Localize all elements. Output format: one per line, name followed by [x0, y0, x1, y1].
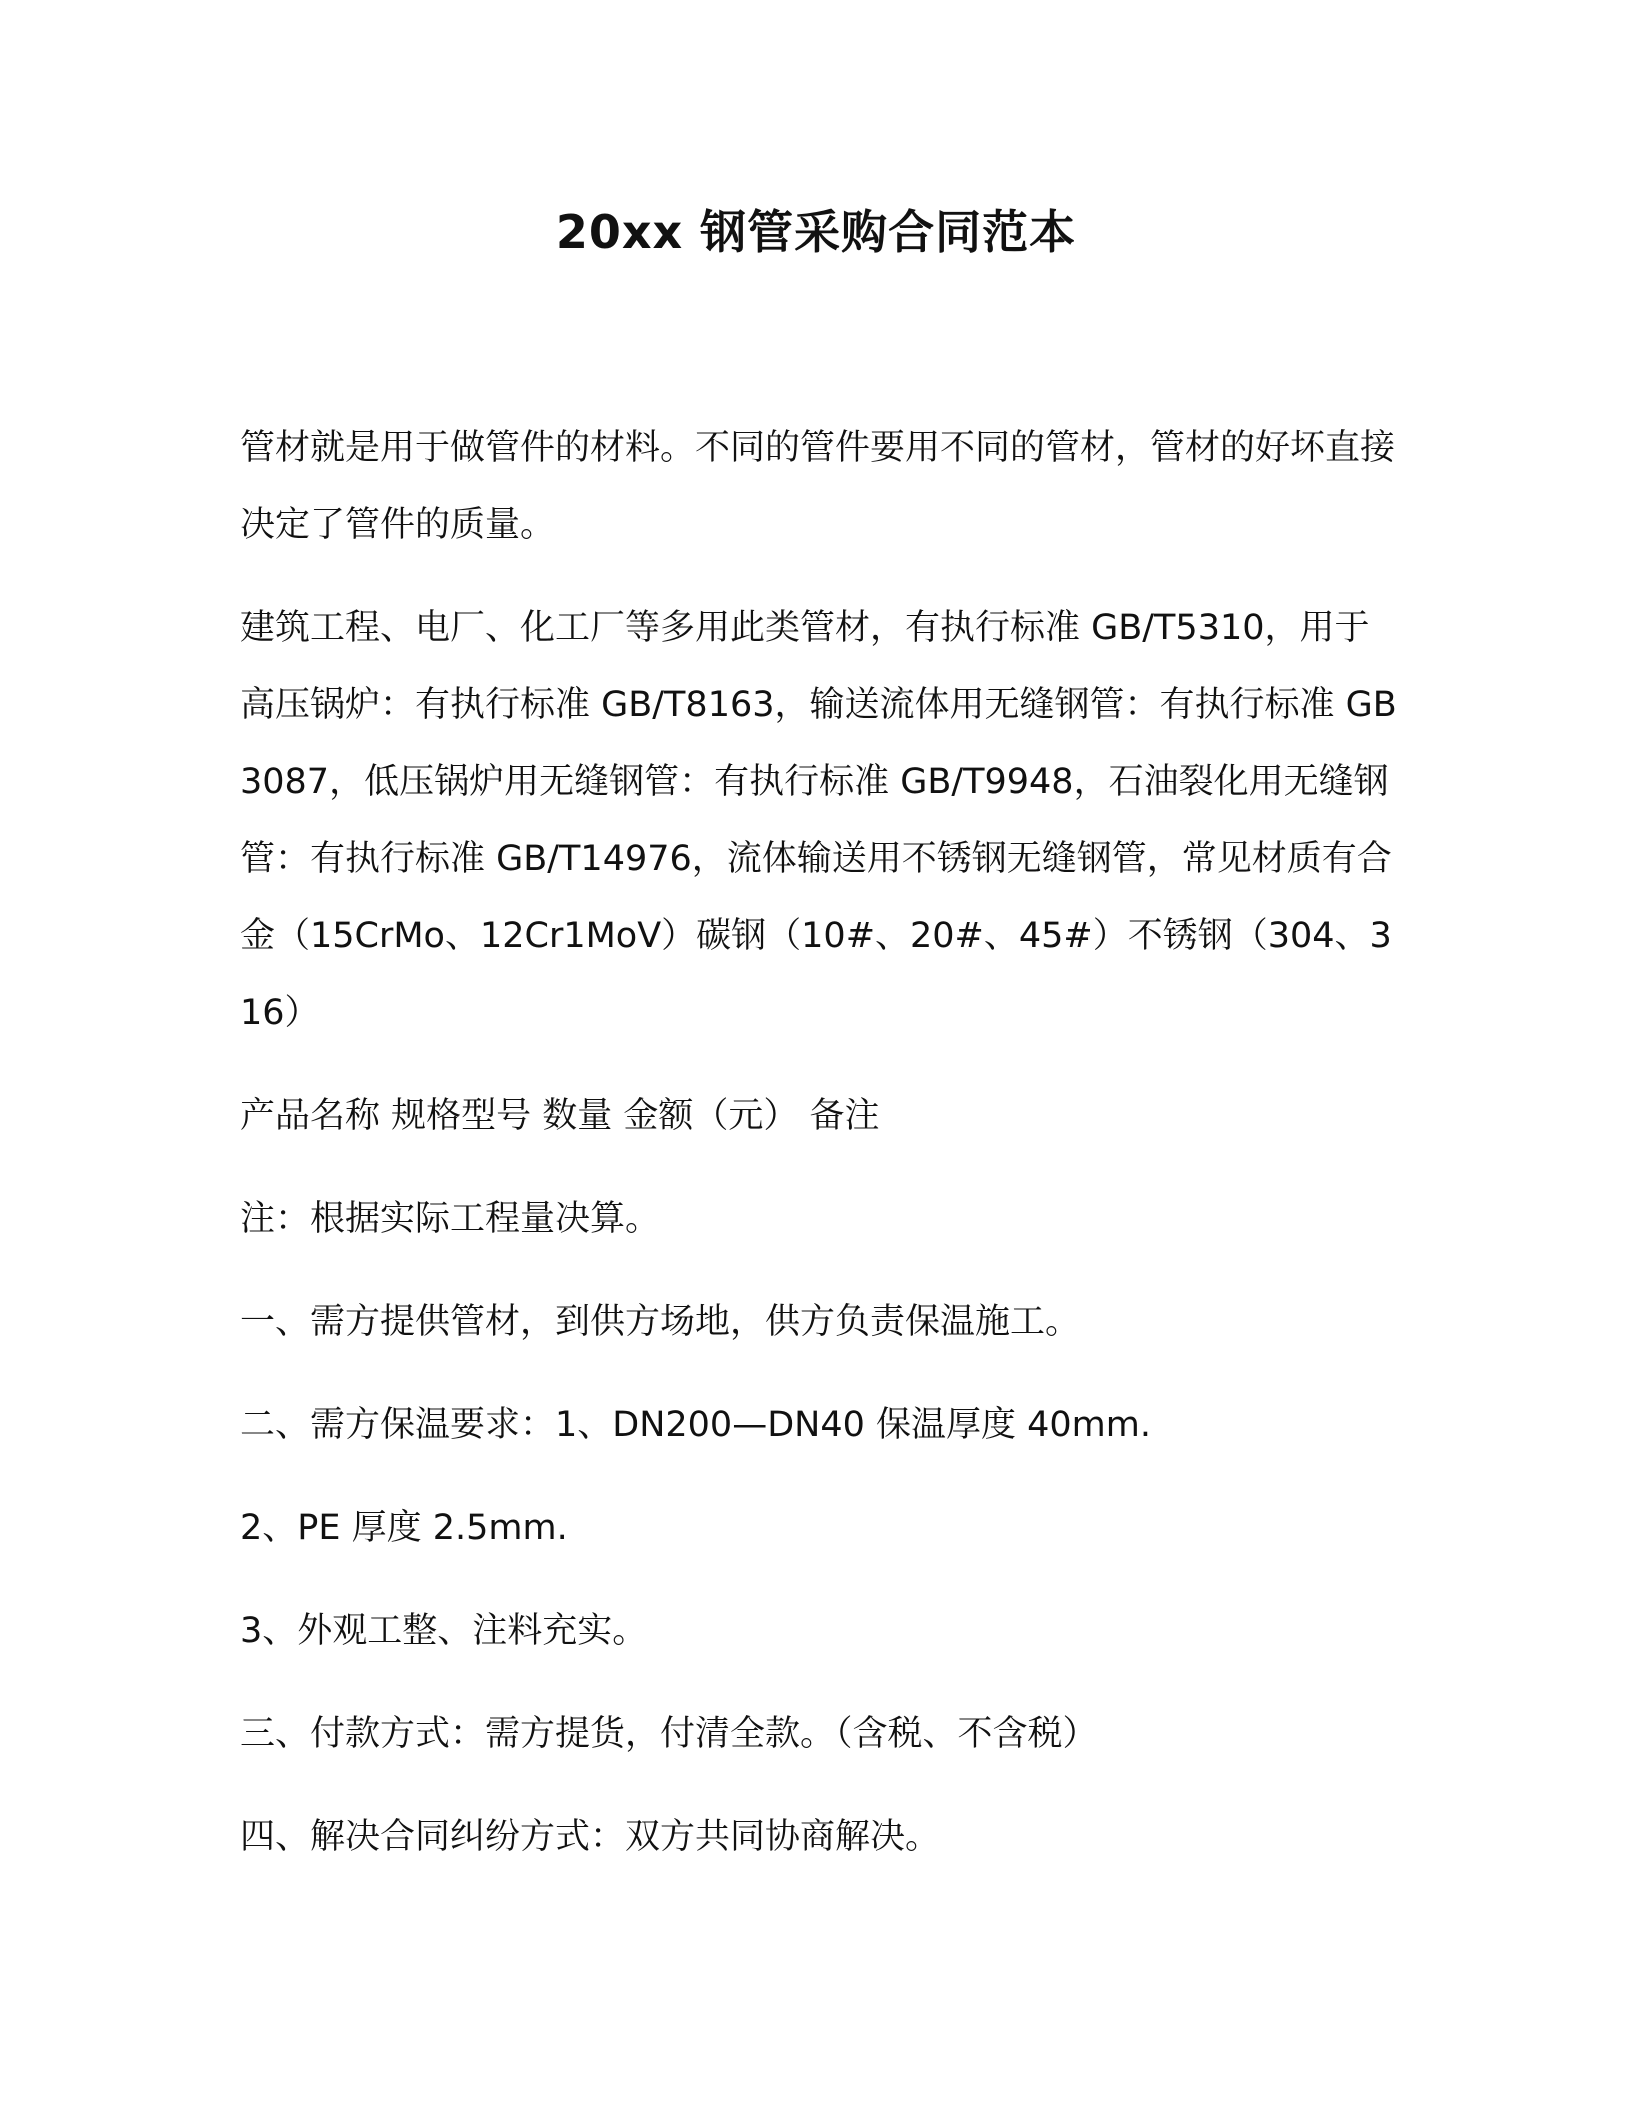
- paragraph-product-header: 产品名称 规格型号 数量 金额（元） 备注: [240, 1096, 880, 1136]
- clause-two: 二、需方保温要求：1、DN200—DN40 保温厚度 40mm.: [240, 1405, 1151, 1445]
- clause-two-item-3: 3、外观工整、注料充实。: [240, 1611, 648, 1651]
- paragraph-standards: 建筑工程、电厂、化工厂等多用此类管材，有执行标准 GB/T5310，用于高压锅炉：有执行标准 GB/T8163，输送流体用无缝钢管：有执行标准 GB3087，低压锅炉用无缝钢管：有执行标准 GB/T9948，石油裂化用无缝钢管：有执行标准 GB/T14976，流体输送用不锈钢无缝钢管，常见材质有合金（15CrMo、12Cr1MoV）碳钢（10#、20#、45#）不锈钢（304、316）: [240, 608, 1397, 1033]
- paragraph-note: 注：根据实际工程量决算。: [240, 1199, 661, 1239]
- clause-four: 四、解决合同纠纷方式：双方共同协商解决。: [240, 1817, 941, 1857]
- document-body: [240, 410, 1400, 1902]
- clause-two-item-2: 2、PE 厚度 2.5mm.: [240, 1508, 568, 1548]
- clause-three: 三、付款方式：需方提货，付清全款。（含税、不含税）: [240, 1714, 1098, 1754]
- paragraph-intro: 管材就是用于做管件的材料。不同的管件要用不同的管材，管材的好坏直接决定了管件的质量。: [240, 428, 1396, 545]
- clause-one: 一、需方提供管材，到供方场地，供方负责保温施工。: [240, 1302, 1081, 1342]
- document-title: 20xx 钢管采购合同范本: [555, 205, 1077, 259]
